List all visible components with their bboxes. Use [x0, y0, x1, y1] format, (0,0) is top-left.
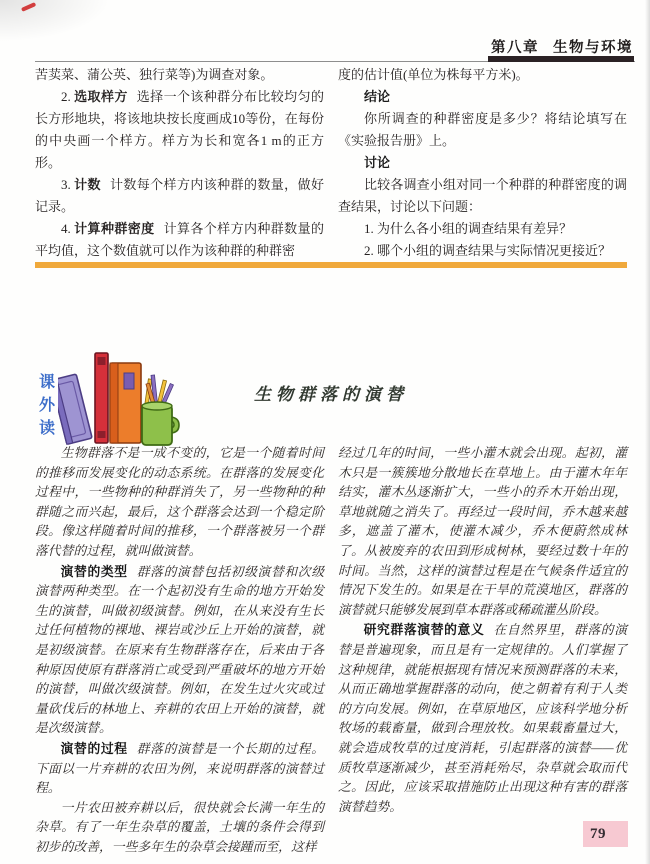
discussion-text: 比较各调查小组对同一个种群的种群密度的调查结果，讨论以下问题： [338, 177, 627, 214]
conclusion-text: 你所调查的种群密度是多少？将结论填写在《实验报告册》上。 [338, 111, 627, 148]
scan-edge-shadow [645, 0, 650, 864]
paragraph-lead: 演替的类型 [60, 563, 128, 579]
discussion-heading: 讨论 [364, 155, 391, 170]
page-number: 79 [590, 825, 606, 842]
page-number-badge [583, 821, 628, 847]
survey-step-2 [35, 86, 324, 174]
chapter-title: 生物与环境 [553, 40, 633, 56]
step-name: 选取样方 [73, 89, 128, 104]
reading-paragraph-succession-process [35, 739, 324, 799]
survey-continued-paragraph: 苦荬菜、蒲公英、独行菜等)为调查对象。 [35, 67, 274, 82]
survey-section [35, 64, 627, 262]
survey-step-3 [35, 174, 324, 218]
step-number: 2. [61, 89, 71, 104]
step-name: 计算种群密度 [73, 221, 155, 236]
pencil-cup-icon [142, 402, 179, 445]
paragraph-text: 群落的演替是一个长期的过程。下面以一片弃耕的农田为例，来说明群落的演替过程。 [35, 741, 325, 796]
header-bar [488, 56, 634, 62]
paragraph-lead: 研究群落演替的意义 [363, 622, 485, 638]
survey-step-4 [35, 218, 324, 262]
step-text: 计数每个样方内该种群的数量，做好记录。 [35, 177, 324, 214]
step-number: 4. [61, 221, 71, 236]
step-text: 选择一个该种群分布比较均匀的长方形地块，将该地块按长度画成10等份，在每份的中央画一个样方。样方为长和宽各1 m的正方形。 [35, 89, 324, 170]
reading-paragraph-succession-types [35, 562, 324, 739]
step-name: 计数 [73, 177, 101, 192]
survey-continued-paragraph: 度的估计值(单位为株每平方米)。 [338, 67, 529, 82]
reading-paragraph-research-significance [338, 620, 627, 817]
paragraph-lead: 演替的过程 [60, 740, 128, 756]
conclusion-heading: 结论 [364, 89, 391, 104]
step-number: 3. [61, 177, 71, 192]
paragraph-text: 在自然界里，群落的演替是普遍现象，而且是有一定规律的。人们掌握了这种规律，就能根据现有情况来预测群落的未来，从而正确地掌握群落的动向，使之朝着有利于人类的方向发展。例如，在草原地区，应该科学地分析牧场的载畜量，做到合理放牧。如果载畜量过大，就会造成牧草的过度消耗，引起群落的演替——优质牧草逐渐减少，甚至消耗殆尽，杂草就会取而代之。因此，应该采取措施防止出现这种有害的群落演替趋势。 [338, 623, 628, 814]
discussion-question-1: 1. 为什么各小组的调查结果有差异？ [364, 221, 573, 236]
step-text: 计算各个样方内种群数量的平均值，这个数值就可以作为该种群的种群密 [35, 221, 324, 258]
reading-paragraph: 一片农田被弃耕以后，很快就会长满一年生的杂草。有了一年生杂草的覆盖，土壤的条件会得到初步的改善，一些多年生的杂草会接踵而至，这样 [35, 800, 324, 854]
reading-paragraph-continued: 经过几年的时间，一些小灌木就会出现。起初，灌木只是一簇簇地分散地长在草地上。由于灌木年年结实，灌木丛逐渐扩大，一些小的乔木开始出现，草地就随之消失了。再经过一段时间，乔木越来越多，遮盖了灌木，使灌木减少，乔木便蔚然成林了。从被废弃的农田到形成树林，要经过数十年的时间。当然，这样的演替过程是在气候条件适宜的情况下发生的。如果是在干旱的荒漠地区，群落的演替就只能够发展到草本群落或稀疏灌丛阶段。 [338, 446, 627, 617]
survey-left-column [35, 64, 324, 262]
survey-right-column [338, 64, 627, 262]
reading-title: 生物群落的演替 [254, 385, 408, 404]
reading-right-column [338, 444, 627, 857]
discussion-question-2: 2. 哪个小组的调查结果与实际情况更接近？ [364, 243, 612, 258]
chapter-heading [491, 36, 633, 57]
chapter-number: 第八章 [491, 40, 539, 56]
reading-body [35, 444, 627, 857]
label-char: 读 [38, 420, 55, 437]
section-divider [35, 262, 627, 268]
paragraph-text: 群落的演替包括初级演替和次级演替两种类型。在一个起初没有生命的地方开始发生的演替，叫做初级演替。例如，在从来没有生长过任何植物的裸地、裸岩或沙丘上开始的演替，就是初级演替。在原来有生物群落存在，后来由于各种原因使原有群落消亡或受到严重破坏的地方开始的演替，叫做次级演替。例如，在发生过火灾或过量砍伐后的林地上、弃耕的农田上开始的演替，就是次级演替。 [35, 564, 325, 736]
reading-paragraph: 生物群落不是一成不变的，它是一个随着时间的推移而发展变化的动态系统。在群落的发展变化过程中，一些物种的种群消失了，另一些物种的种群随之而兴起，最后，这个群落会达到一个稳定阶段。像这样随着时间的推移，一个群落被另一个群落代替的过程，就叫做演替。 [35, 446, 324, 558]
label-char: 课 [38, 374, 55, 391]
scan-smudge [0, 0, 110, 42]
reading-left-column [35, 444, 324, 857]
label-char: 外 [38, 397, 55, 414]
